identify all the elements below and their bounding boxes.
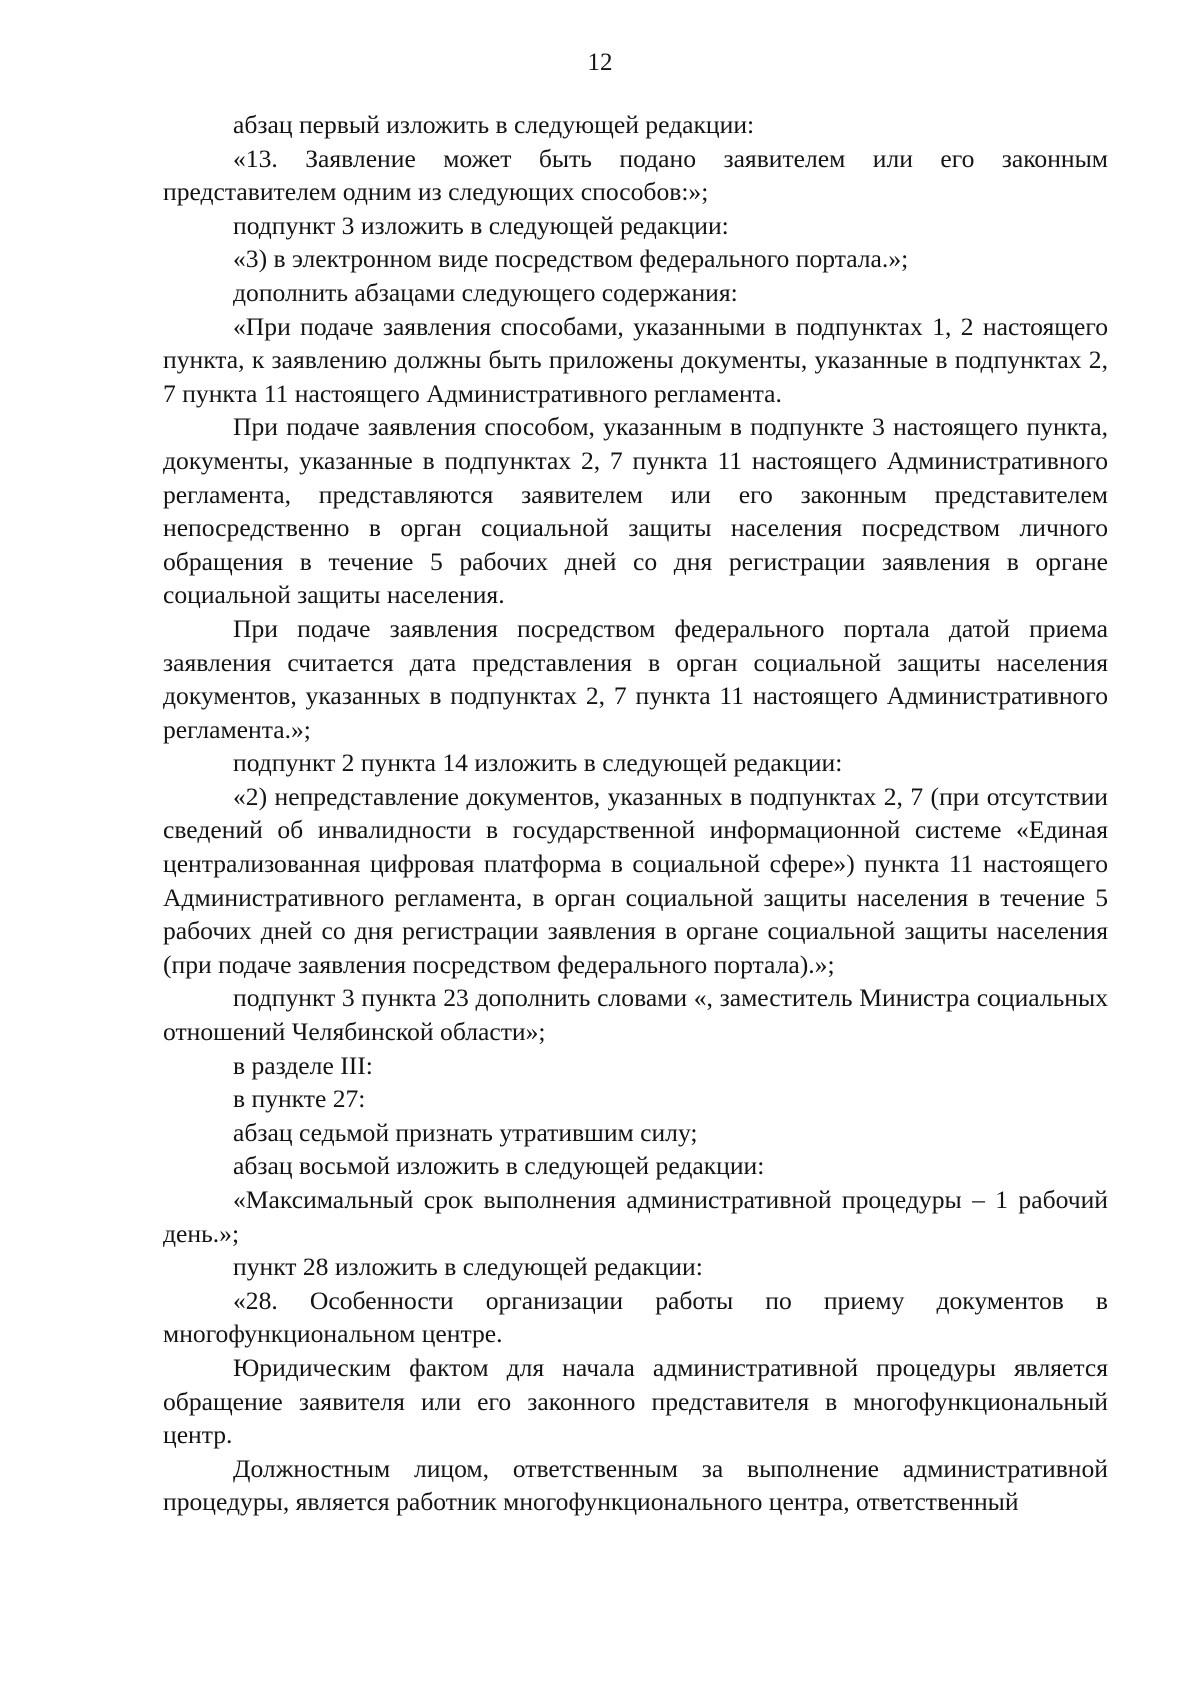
paragraph: При подаче заявления способом, указанным в подпункте 3 настоящего пункта, документы, указанные в подпунктах 2, 7 пункта 11 настоящего Административного регламента, представляются заявителем или его законным представителем непосредственно в орган социальной защиты населения посредством личного обращения в течение 5 рабочих дней со дня регистрации заявления в органе социальной защиты населения. <box>163 412 1108 610</box>
paragraph: Должностным лицом, ответственным за выполнение административной процедуры, является работник многофункционального центра, ответственный <box>163 1453 1108 1517</box>
paragraph: «28. Особенности организации работы по приему документов в многофункциональном центре. <box>163 1285 1108 1349</box>
paragraph: абзац восьмой изложить в следующей редакции: <box>233 1151 765 1181</box>
paragraph: подпункт 3 пункта 23 дополнить словами «, заместитель Министра социальных отношений Челябинской области»; <box>163 983 1108 1047</box>
paragraph: «2) непредставление документов, указанных в подпунктах 2, 7 (при отсутствии сведений об инвалидности в государственной информационной системе «Единая централизованная цифровая платформа в социальной сфере») пункта 11 настоящего Административного регламента, в орган социальной защиты населения в течение 5 рабочих дней со дня регистрации заявления в органе социальной защиты населения (при подаче заявления посредством федерального портала).»; <box>163 781 1108 979</box>
paragraph: абзац седьмой признать утратившим силу; <box>233 1117 698 1147</box>
paragraph: При подаче заявления посредством федерального портала датой приема заявления считается дата представления в орган социальной защиты населения документов, указанных в подпунктах 2, 7 пункта 11 настоящего Административного регламента.»; <box>163 613 1108 744</box>
document-body <box>163 108 1108 1519</box>
paragraph: Юридическим фактом для начала административной процедуры является обращение заявителя или его законного представителя в многофункциональный центр. <box>163 1352 1108 1450</box>
page-number: 12 <box>587 49 613 76</box>
paragraph: «Максимальный срок выполнения административной процедуры – 1 рабочий день.»; <box>163 1185 1108 1248</box>
paragraph: «13. Заявление может быть подано заявителем или его законным представителем одним из следующих способов:»; <box>163 143 1108 207</box>
paragraph: «3) в электронном виде посредством федерального портала.»; <box>233 244 909 274</box>
paragraph: подпункт 3 изложить в следующей редакции: <box>233 210 729 240</box>
paragraph: дополнить абзацами следующего содержания: <box>233 277 738 307</box>
paragraph: подпункт 2 пункта 14 изложить в следующей редакции: <box>233 748 843 778</box>
paragraph: в пункте 27: <box>233 1084 366 1114</box>
paragraph: абзац первый изложить в следующей редакции: <box>233 110 755 139</box>
paragraph: «При подаче заявления способами, указанными в подпунктах 1, 2 настоящего пункта, к заявлению должны быть приложены документы, указанные в подпунктах 2, 7 пункта 11 настоящего Административного регламента. <box>163 311 1108 408</box>
paragraph: в разделе III: <box>233 1050 373 1080</box>
paragraph: пункт 28 изложить в следующей редакции: <box>233 1252 703 1282</box>
